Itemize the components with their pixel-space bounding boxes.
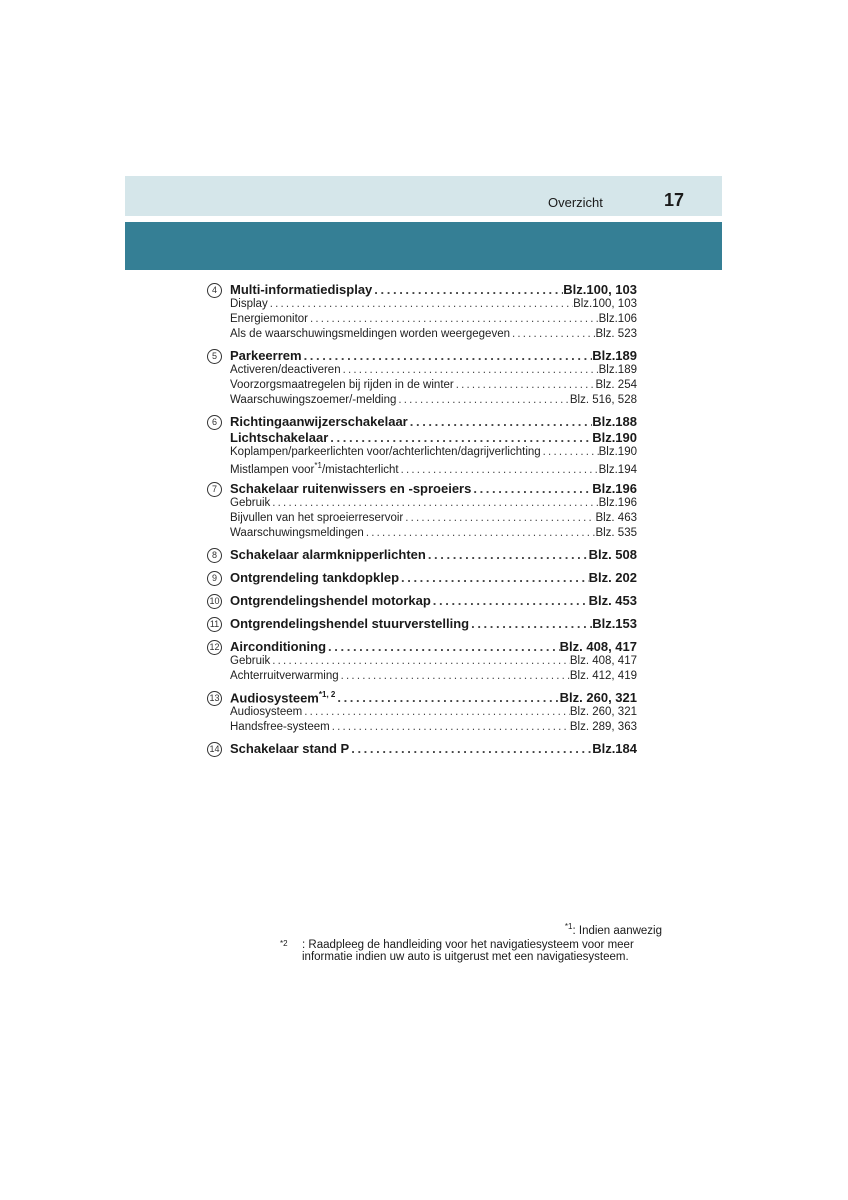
toc-sub-line[interactable]: Gebruik . . . Blz. 408, 417 — [230, 655, 637, 670]
toc-entry — [207, 639, 637, 685]
toc-sub-line[interactable]: Gebruik . . . Blz.196 — [230, 497, 637, 512]
toc-sub-line[interactable]: Voorzorgsmaatregelen bij rijden in de winter . . . Blz. 254 — [230, 379, 637, 394]
toc-entry — [207, 741, 637, 757]
toc-sub-line[interactable]: Audiosysteem . . . Blz. 260, 321 — [230, 706, 637, 721]
toc-main-line[interactable]: Parkeerrem . . . Blz.189 — [230, 348, 637, 364]
toc-main-line[interactable]: Schakelaar ruitenwissers en -sproeiers . . . Blz.196 — [230, 481, 637, 497]
toc-entry — [207, 570, 637, 586]
item-number-badge: 4 — [207, 283, 222, 298]
toc-entry — [207, 481, 637, 542]
toc-main-line[interactable]: Ontgrendeling tankdopklep . . . Blz. 202 — [230, 570, 637, 586]
toc-main-line[interactable]: Ontgrendelingshendel stuurverstelling . . . Blz.153 — [230, 616, 637, 632]
toc-main-line[interactable]: Audiosysteem$^{*1, 2}$ . . . Blz. 260, 321 — [230, 690, 637, 706]
toc-sub-line[interactable]: Koplampen/parkeerlichten voor/achterlichten/dagrijverlichting . . . Blz.190 — [230, 446, 637, 461]
item-number-badge: 8 — [207, 548, 222, 563]
item-number-badge: 9 — [207, 571, 222, 586]
toc-main-line[interactable]: Airconditioning . . . Blz. 408, 417 — [230, 639, 637, 655]
item-number-badge: 10 — [207, 594, 222, 609]
footnote-2: *2 : Raadpleeg de handleiding voor het navigatiesysteem voor meer informatie indien uw auto is uitgerust met een navigatiesysteem. — [280, 939, 634, 963]
toc-main-line[interactable]: Ontgrendelingshendel motorkap . . . Blz. 453 — [230, 593, 637, 609]
toc-main-line[interactable]: Multi-informatiedisplay . . . Blz.100, 103 — [230, 282, 637, 298]
toc-entry — [207, 616, 637, 632]
toc-main-line[interactable]: Schakelaar alarmknipperlichten . . . Blz. 508 — [230, 547, 637, 563]
toc-entry — [207, 414, 637, 476]
toc-main-line[interactable]: Richtingaanwijzerschakelaar . . . Blz.188 — [230, 414, 637, 430]
item-number-badge: 11 — [207, 617, 222, 632]
item-number-badge: 7 — [207, 482, 222, 497]
toc-sub-line[interactable]: Energiemonitor . . . Blz.106 — [230, 313, 637, 328]
toc-main-line[interactable]: Schakelaar stand P . . . Blz.184 — [230, 741, 637, 757]
item-number-badge: 14 — [207, 742, 222, 757]
toc-main-line[interactable]: Lichtschakelaar . . . Blz.190 — [230, 430, 637, 446]
toc-entry — [207, 348, 637, 409]
section-title: Overzicht — [548, 195, 603, 210]
toc-sub-line[interactable]: Waarschuwingsmeldingen . . . Blz. 535 — [230, 527, 637, 542]
footnote-1: $^{*1}$: Indien aanwezig — [564, 922, 662, 937]
toc-sub-line[interactable]: Mistlampen voor$^{*1}$/mistachterlicht . . . Blz.194 — [230, 461, 637, 476]
toc-sub-line[interactable]: Achterruitverwarming . . . Blz. 412, 419 — [230, 670, 637, 685]
item-number-badge: 12 — [207, 640, 222, 655]
item-number-badge: 5 — [207, 349, 222, 364]
toc-sub-line[interactable]: Display . . . Blz.100, 103 — [230, 298, 637, 313]
toc-entry — [207, 593, 637, 609]
page-number: 17 — [664, 190, 685, 210]
toc-sub-line[interactable]: Waarschuwingszoemer/-melding . . . Blz. 516, 528 — [230, 394, 637, 409]
toc-sub-line[interactable]: Bijvullen van het sproeierreservoir . . . Blz. 463 — [230, 512, 637, 527]
header-band-light — [125, 176, 722, 216]
toc-sub-line[interactable]: Activeren/deactiveren . . . Blz.189 — [230, 364, 637, 379]
toc-entry — [207, 690, 637, 736]
toc-entry — [207, 547, 637, 563]
toc-entry — [207, 282, 637, 343]
toc-sub-line[interactable]: Als de waarschuwingsmeldingen worden weergegeven . . . Blz. 523 — [230, 328, 637, 343]
item-number-badge: 6 — [207, 415, 222, 430]
header-band-dark — [125, 222, 722, 270]
item-number-badge: 13 — [207, 691, 222, 706]
toc-sub-line[interactable]: Handsfree-systeem . . . Blz. 289, 363 — [230, 721, 637, 736]
table-of-contents — [207, 282, 637, 762]
